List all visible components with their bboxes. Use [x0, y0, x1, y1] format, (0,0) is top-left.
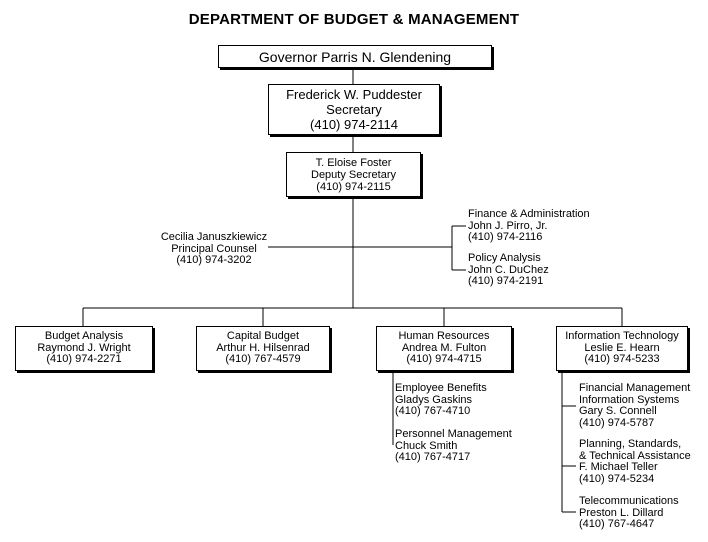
unit-head: Leslie E. Hearn [584, 341, 660, 354]
subunit-head: F. Michael Teller [579, 461, 658, 473]
counsel-name: Cecilia Januszkiewicz [160, 231, 268, 243]
unit-phone: (410) 974-5233 [584, 353, 660, 366]
policy-phone: (410) 974-2191 [468, 275, 544, 287]
unit-phone: (410) 974-4715 [406, 353, 482, 366]
hr-sub-employee-benefits [395, 383, 487, 418]
subunit-head: Gladys Gaskins [395, 393, 473, 406]
deputy-box [286, 152, 421, 197]
counsel-role: Principal Counsel [171, 242, 257, 255]
subunit-name: Personnel Management [395, 428, 512, 440]
policy-block [468, 253, 549, 288]
policy-name: John C. DuChez [468, 263, 549, 276]
unit-head: Arthur H. Hilsenrad [216, 341, 310, 354]
subunit-head: Gary S. Connell [579, 405, 657, 417]
subunit-name-line1: Financial Management [579, 382, 691, 394]
unit-phone: (410) 974-2271 [46, 353, 122, 366]
subunit-name-line2: Information Systems [579, 393, 680, 406]
secretary-name: Frederick W. Puddester [286, 87, 422, 102]
it-sub-planning-standards [579, 439, 691, 485]
subunit-name-line2: & Technical Assistance [579, 449, 691, 462]
unit-phone: (410) 767-4579 [225, 353, 301, 366]
policy-unit: Policy Analysis [468, 252, 541, 264]
chart-title: DEPARTMENT OF BUDGET & MANAGEMENT [188, 11, 520, 28]
subunit-head: Chuck Smith [395, 439, 458, 452]
secretary-phone: (410) 974-2114 [310, 117, 398, 132]
unit-name: Information Technology [565, 330, 679, 343]
finance-unit: Finance & Administration [468, 208, 590, 220]
subunit-phone: (410) 974-5234 [579, 472, 655, 485]
subunit-phone: (410) 767-4710 [395, 405, 471, 417]
unit-head: Andrea M. Fulton [401, 341, 487, 354]
subunit-name: Employee Benefits [395, 382, 487, 394]
governor-name: Governor Parris N. Glendening [258, 48, 452, 65]
unit-name: Capital Budget [226, 330, 300, 343]
subunit-name-line1: Planning, Standards, [579, 438, 682, 450]
finance-block [468, 209, 590, 244]
unit-head: Raymond J. Wright [37, 341, 131, 354]
subunit-phone: (410) 767-4717 [395, 451, 471, 463]
deputy-phone: (410) 974-2115 [316, 180, 391, 193]
unit-capital-budget [196, 326, 330, 371]
unit-information-technology [556, 326, 688, 371]
hr-sub-personnel-management [395, 429, 512, 464]
counsel-phone: (410) 974-3202 [176, 254, 252, 266]
deputy-name: T. Eloise Foster [315, 156, 392, 169]
subunit-phone: (410) 767-4647 [579, 518, 655, 530]
unit-name: Human Resources [398, 330, 490, 343]
subunit-name: Telecommunications [579, 495, 679, 507]
secretary-role: Secretary [326, 102, 382, 117]
counsel-block [160, 232, 268, 267]
finance-phone: (410) 974-2116 [468, 231, 543, 243]
unit-human-resources [376, 326, 512, 371]
subunit-phone: (410) 974-5787 [579, 416, 655, 429]
subunit-head: Preston L. Dillard [579, 506, 664, 519]
deputy-role: Deputy Secretary [311, 168, 396, 181]
unit-budget-analysis [15, 326, 153, 371]
it-sub-telecommunications [579, 496, 679, 531]
finance-name: John J. Pirro, Jr. [468, 219, 548, 232]
it-sub-financial-management [579, 383, 690, 429]
governor-box [218, 45, 492, 68]
unit-name: Budget Analysis [44, 330, 124, 343]
secretary-box [268, 84, 440, 135]
